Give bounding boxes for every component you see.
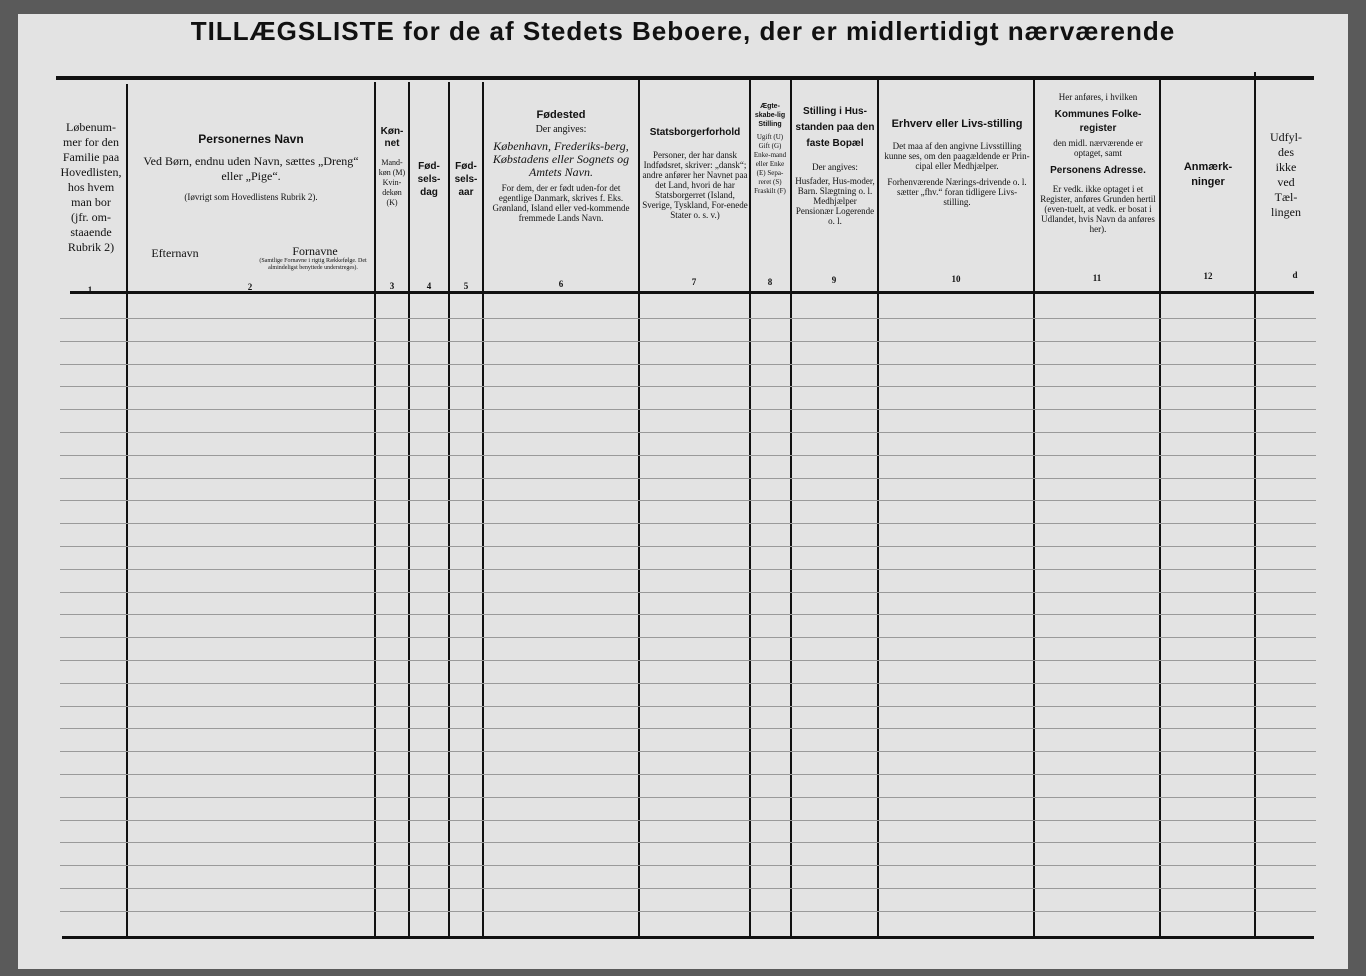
col2-firstnames-note: (Samtlige Fornavne i rigtig Rækkefølge. Det almindeligst benyttede understreges).: [259, 258, 367, 271]
col-number: 7: [691, 277, 697, 287]
bottom-rule: [62, 936, 1314, 939]
entry-row-rule: [60, 409, 1316, 410]
entry-row-rule: [60, 911, 1316, 912]
page-title: TILLÆGSLISTE for de af Stedets Beboere, der er midlertidigt nærværende: [190, 16, 1176, 46]
col-divider: [638, 80, 640, 936]
entry-row-rule: [60, 751, 1316, 752]
col-number: 2: [247, 282, 253, 292]
col-divider: [448, 82, 450, 936]
col-divider: [1254, 72, 1256, 936]
col-divider: [482, 82, 484, 936]
entry-row-rule: [60, 706, 1316, 707]
col-number: 4: [426, 281, 432, 291]
entry-row-rule: [60, 728, 1316, 729]
entry-row-rule: [60, 546, 1316, 547]
col-divider: [877, 80, 879, 936]
col-number: 10: [951, 274, 961, 284]
col-divider: [1159, 76, 1161, 936]
entry-row-rule: [60, 318, 1316, 319]
entry-row-rule: [60, 341, 1316, 342]
col-number: d: [1292, 270, 1298, 280]
col2-firstnames-label: Fornavne: [292, 244, 338, 258]
col-number: 11: [1092, 273, 1102, 283]
entry-row-rule: [60, 614, 1316, 615]
col6-header: Fødested Der angives: København, Frederiks-berg, Købstadens eller Sognets og Amtets Navn. For dem, der er født uden-for det egentlige Danmark, skrives f. Eks. Grønland, Island eller ved-kommende fremmede Lands Navn.: [492, 109, 630, 223]
col-number: 6: [558, 279, 564, 289]
entry-row-rule: [60, 865, 1316, 866]
entry-row-rule: [60, 500, 1316, 501]
col-number: 9: [831, 275, 837, 285]
col-divider: [749, 80, 751, 936]
col-divider: [1033, 78, 1035, 936]
col-divider: [408, 82, 410, 936]
entry-row-rule: [60, 797, 1316, 798]
col-number: 12: [1203, 271, 1213, 281]
entry-row-rule: [60, 478, 1316, 479]
entry-row-rule: [60, 386, 1316, 387]
entry-row-rule: [60, 569, 1316, 570]
entry-row-rule: [60, 683, 1316, 684]
col-divider: [126, 84, 128, 936]
col-divider: [790, 80, 792, 936]
col2-surname-label: Efternavn: [151, 246, 199, 260]
entry-row-rule: [60, 432, 1316, 433]
col3-header: Køn-net Mand-køn (M) Kvin-dekøn (K): [378, 126, 406, 207]
col9-header: Stilling i Hus-standen paa den faste Bopæl Der angives: Husfader, Hus-moder, Barn. Slægtning o. l. Medhjælper Pensionær Logerende o. l.: [795, 106, 875, 226]
entry-row-rule: [60, 660, 1316, 661]
entry-row-rule: [60, 888, 1316, 889]
entry-row-rule: [60, 523, 1316, 524]
col-number: 3: [389, 281, 395, 291]
col-number: 5: [463, 281, 469, 291]
col-number: 8: [767, 277, 773, 287]
entry-row-rule: [60, 774, 1316, 775]
entry-row-rule: [60, 364, 1316, 365]
entry-row-rule: [60, 820, 1316, 821]
col8-header: Ægte-skabe-lig Stilling Ugift (U) Gift (G) Enke-mand eller Enke (E) Sepa-reret (S) Fraskilt (F): [753, 103, 787, 195]
entry-row-rule: [60, 842, 1316, 843]
col11-header: Her anføres, i hvilken Kommunes Folke-register den midl. nærværende er optaget, samt Personens Adresse. Er vedk. ikke optaget i et Register, anføres Grunden hertil (even-tuelt, at vedk. er bosat i Udlandet, hvis Navn da anføres her).: [1040, 92, 1156, 234]
col-divider: [374, 82, 376, 936]
entry-row-rule: [60, 455, 1316, 456]
col1-header: Løbenum- mer for den Familie paa Hovedlisten, hos hvem man bor (jfr. om- staaende Rubrik 2): [60, 120, 122, 254]
top-rule: [56, 76, 1314, 80]
col10-header: Erhverv eller Livs-stilling Det maa af den angivne Livsstilling kunne ses, om den paagældende er Prin-cipal eller Medhjælper. Forhenværende Nærings-drivende o. l. sætter „fhv.“ foran tidligere Livs-stilling.: [884, 118, 1030, 207]
col-d-header: Udfyl- des ikke ved Tæl- lingen: [1270, 130, 1302, 219]
col7-header: Statsborgerforhold Personer, der har dansk Indfødsret, skriver: „dansk“; andre anfører her Navnet paa det Land, hvori de har Statsborgerret (Island, Sverige, Tyskland, For-enede Stater o. s. v.): [642, 127, 748, 220]
entry-row-rule: [60, 637, 1316, 638]
col12-header: Anmærk-ninger: [1183, 161, 1233, 188]
col5-header: Fød-sels-aar: [454, 161, 478, 198]
col2-header: Personernes Navn Ved Børn, endnu uden Navn, sættes „Dreng“ eller „Pige“. (Iøvrigt som Hovedlistens Rubrik 2).: [143, 132, 359, 202]
col4-header: Fød-sels-dag: [417, 161, 441, 198]
entry-row-rule: [60, 592, 1316, 593]
col-number: 1: [87, 285, 93, 295]
